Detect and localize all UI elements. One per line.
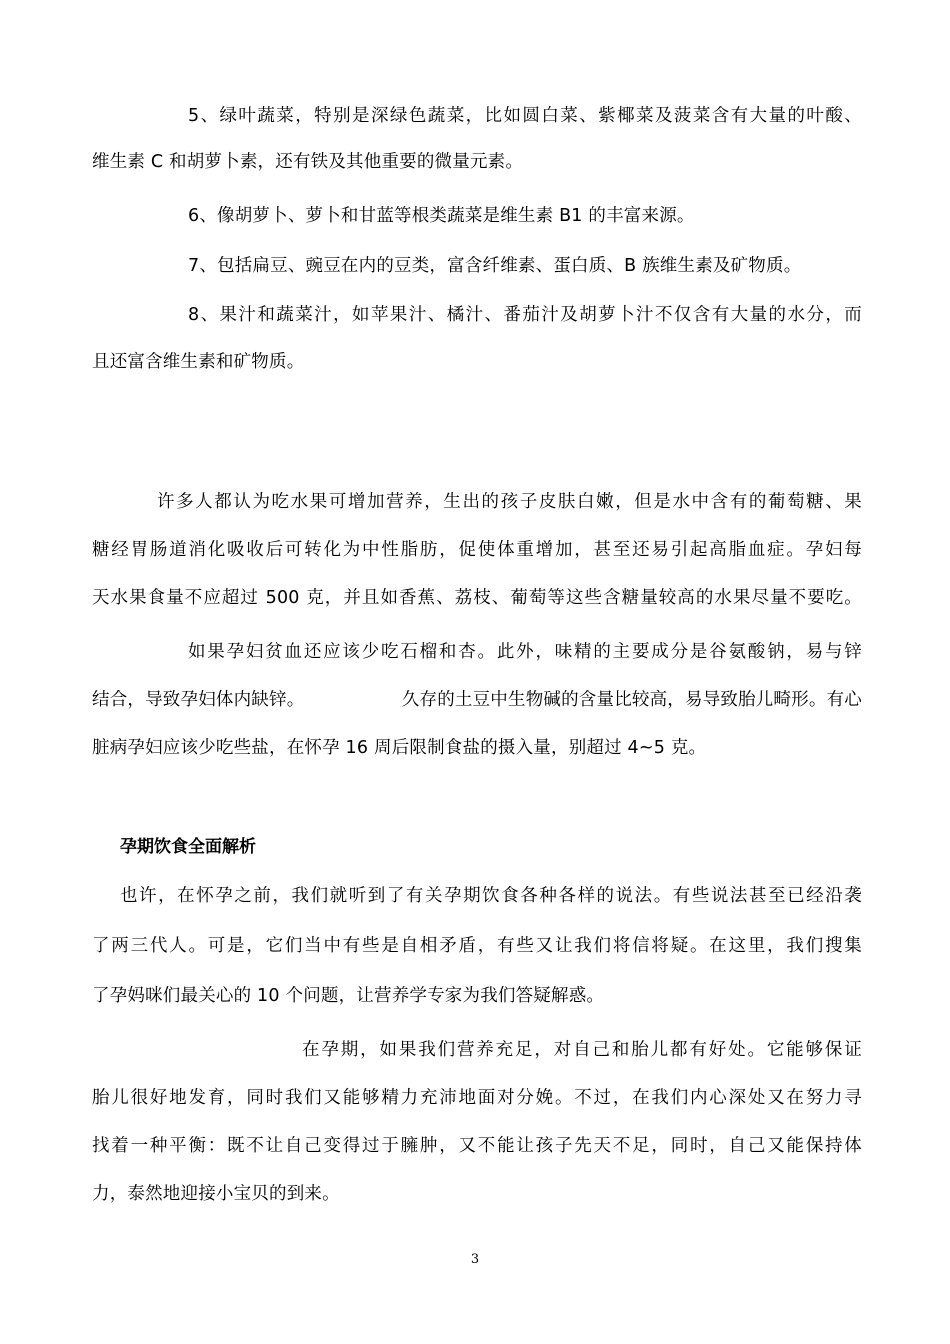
paragraph-line: 了两三代人。可是，它们当中有些是自相矛盾，有些又让我们将信将疑。在这里，我们搜集: [92, 936, 862, 956]
paragraph-line: 找着一种平衡：既不让自己变得过于臃肿，又不能让孩子先天不足，同时，自己又能保持体: [92, 1136, 862, 1156]
paragraph-line: 且还富含维生素和矿物质。: [92, 352, 305, 372]
paragraph-line: 脏病孕妇应该少吃些盐，在怀孕 16 周后限制食盐的摄入量，别超过 4~5 克。: [92, 738, 707, 758]
paragraph-line: 在孕期，如果我们营养充足，对自己和胎儿都有好处。它能够保证: [302, 1040, 862, 1060]
section-heading: 孕期饮食全面解析: [120, 837, 256, 857]
paragraph-line: 糖经胃肠道消化吸收后可转化为中性脂肪，促使体重增加，甚至还易引起高脂血症。孕妇每: [92, 540, 862, 560]
paragraph-line: 结合，导致孕妇体内缺锌。: [92, 690, 305, 710]
paragraph-line: 了孕妈咪们最关心的 10 个问题，让营养学专家为我们答疑解惑。: [92, 986, 605, 1006]
paragraph-line: 如果孕妇贫血还应该少吃石榴和杏。此外，味精的主要成分是谷氨酸钠，易与锌: [188, 642, 862, 662]
paragraph-line: 维生素 C 和胡萝卜素，还有铁及其他重要的微量元素。: [92, 152, 524, 172]
paragraph-line: 6、像胡萝卜、萝卜和甘蓝等根类蔬菜是维生素 B1 的丰富来源。: [188, 206, 695, 226]
paragraph-line: 5、绿叶蔬菜，特别是深绿色蔬菜，比如圆白菜、紫椰菜及菠菜含有大量的叶酸、: [188, 106, 862, 126]
paragraph-line: 也许，在怀孕之前，我们就听到了有关孕期饮食各种各样的说法。有些说法甚至已经沿袭: [120, 886, 862, 906]
paragraph-line: 7、包括扁豆、豌豆在内的豆类，富含纤维素、蛋白质、B 族维生素及矿物质。: [188, 256, 802, 276]
paragraph-line: 久存的土豆中生物碱的含量比较高，易导致胎儿畸形。有心: [401, 690, 862, 710]
paragraph-line: 8、果汁和蔬菜汁，如苹果汁、橘汁、番茄汁及胡萝卜汁不仅含有大量的水分，而: [188, 305, 862, 325]
paragraph-line: 许多人都认为吃水果可增加营养，生出的孩子皮肤白嫩，但是水中含有的葡萄糖、果: [157, 492, 862, 512]
page-number: 3: [470, 1252, 480, 1267]
paragraph-line: 胎儿很好地发育，同时我们又能够精力充沛地面对分娩。不过，在我们内心深处又在努力寻: [92, 1088, 862, 1108]
paragraph-line: 天水果食量不应超过 500 克，并且如香蕉、荔枝、葡萄等这些含糖量较高的水果尽量不要吃。: [92, 588, 862, 608]
paragraph-line: 力，泰然地迎接小宝贝的到来。: [92, 1184, 340, 1204]
